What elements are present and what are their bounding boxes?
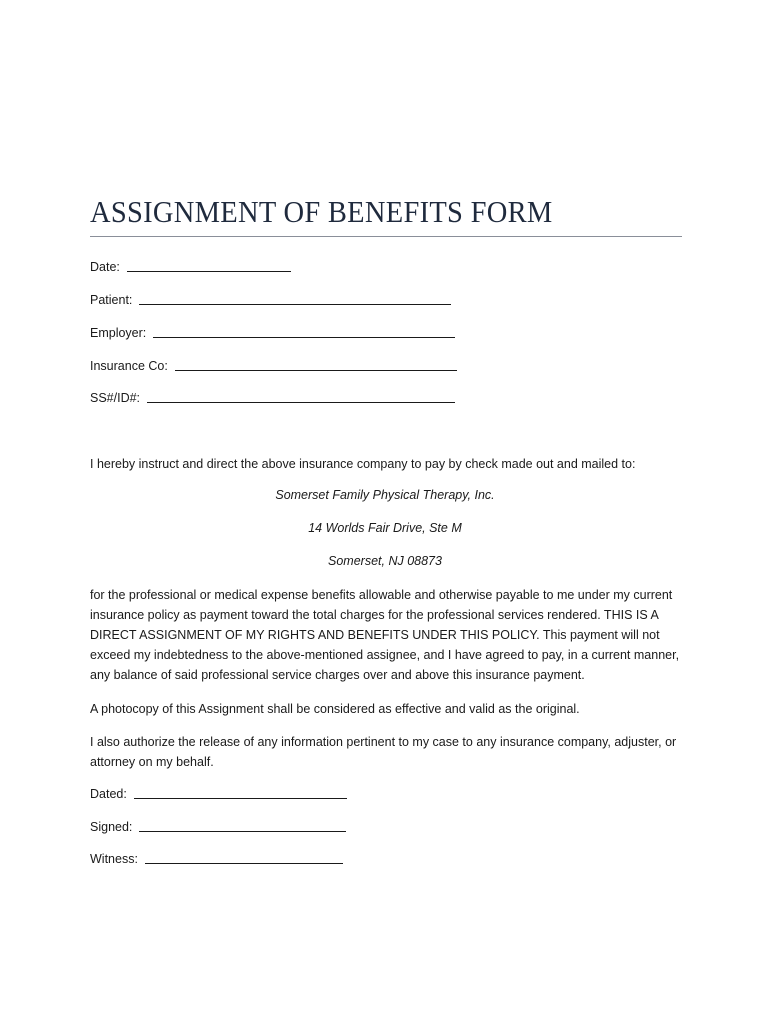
employer-label: Employer:: [90, 326, 147, 340]
date-blank[interactable]: [127, 259, 291, 272]
employer-blank[interactable]: [153, 325, 455, 338]
ssid-blank[interactable]: [147, 390, 455, 403]
benefits-paragraph: for the professional or medical expense benefits allowable and otherwise payable to me under my current insurance policy as payment toward the total charges for the professional services rendered. THIS IS A DIRECT ASSIGNMENT OF MY RIGHTS AND BENEFITS UNDER THIS POLICY. This payment will not exceed my indebtedness to the above-mentioned assignee, and I have agreed to pay, in a current manner, any balance of said professional service charges over and above this insurance payment.: [90, 588, 680, 682]
instruction-text: I hereby instruct and direct the above insurance company to pay by check made out and mailed to:: [90, 457, 636, 471]
patient-label: Patient:: [90, 293, 133, 307]
witness-label: Witness:: [90, 852, 138, 866]
ssid-field: [90, 390, 455, 405]
signed-field: [90, 819, 346, 834]
insurance-co-blank[interactable]: [175, 358, 457, 371]
form-title: ASSIGNMENT OF BENEFITS FORM: [90, 194, 553, 229]
payee-city: Somerset, NJ 08873: [328, 554, 442, 568]
insurance-co-field: [90, 358, 457, 373]
signed-label: Signed:: [90, 820, 133, 834]
witness-field: [90, 851, 343, 866]
date-field: [90, 259, 291, 274]
authorize-paragraph: I also authorize the release of any information pertinent to my case to any insurance company, adjuster, or attorney on my behalf.: [90, 735, 677, 769]
dated-label: Dated:: [90, 787, 127, 801]
patient-blank[interactable]: [139, 292, 451, 305]
insurance-co-label: Insurance Co:: [90, 359, 168, 373]
payee-name: Somerset Family Physical Therapy, Inc.: [275, 488, 495, 502]
title-underline: [90, 236, 682, 237]
photocopy-paragraph: A photocopy of this Assignment shall be considered as effective and valid as the original.: [90, 702, 580, 716]
payee-street: 14 Worlds Fair Drive, Ste M: [308, 521, 462, 535]
ssid-label: SS#/ID#:: [90, 391, 141, 405]
signed-blank[interactable]: [139, 819, 346, 832]
dated-blank[interactable]: [134, 786, 347, 799]
dated-field: [90, 786, 347, 801]
patient-field: [90, 292, 451, 307]
employer-field: [90, 325, 455, 340]
date-label: Date:: [90, 260, 120, 274]
witness-blank[interactable]: [145, 851, 343, 864]
